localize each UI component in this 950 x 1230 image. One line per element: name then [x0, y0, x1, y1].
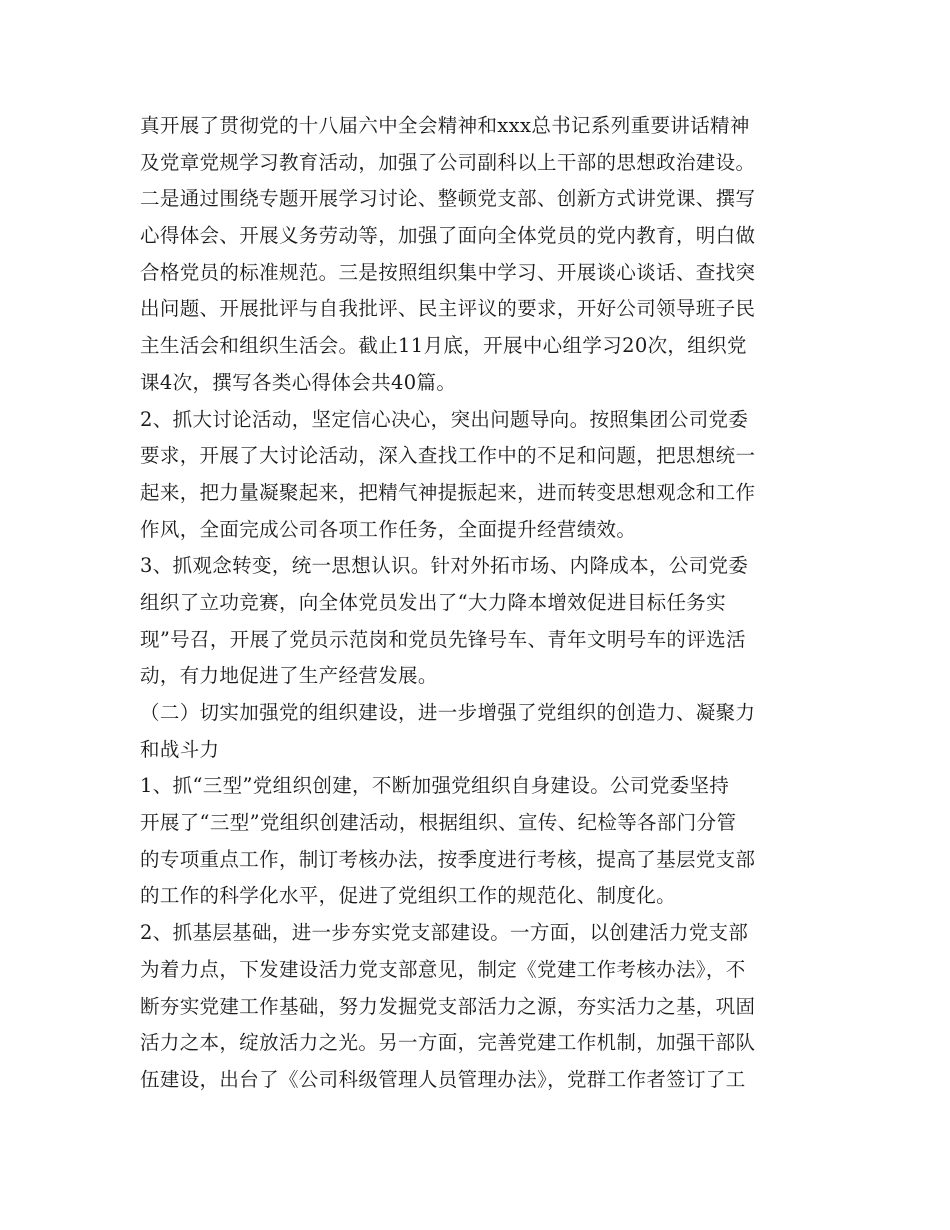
text-line: 作风，全面完成公司各项工作任务，全面提升经营绩效。: [140, 517, 637, 541]
section-heading-line: （二）切实加强党的组织建设，进一步增强了党组织的创造力、凝聚力: [140, 701, 756, 724]
text-line: 现”号召，开展了党员示范岗和党员先锋号车、青年文明号车的评选活: [140, 627, 746, 651]
text-line: 3、抓观念转变，统一思想认识。针对外拓市场、内降成本，公司党委: [140, 554, 749, 578]
text-line: 合格党员的标准规范。三是按照组织集中学习、开展谈心谈话、查找突: [140, 260, 756, 284]
text-line: 及党章党规学习教育活动，加强了公司副科以上干部的思想政治建设。: [140, 150, 756, 174]
text-line: 1、抓“三型”党组织创建，不断加强党组织自身建设。公司党委坚持: [140, 774, 730, 798]
text-line: 二是通过围绕专题开展学习讨论、整顿党支部、创新方式讲党课、撰写: [140, 187, 756, 211]
text-line: 的专项重点工作，制订考核办法，按季度进行考核，提高了基层党支部: [140, 847, 756, 871]
text-line: 真开展了贯彻党的十八届六中全会精神和xxx总书记系列重要讲话精神: [140, 114, 750, 137]
text-line: 开展了“三型”党组织创建活动，根据组织、宣传、纪检等各部门分管: [140, 811, 737, 835]
text-line: 心得体会、开展义务劳动等，加强了面向全体党员的党内教育，明白做: [140, 224, 756, 248]
text-line: 的工作的科学化水平，促进了党组织工作的规范化、制度化。: [140, 884, 676, 908]
text-line: 课4次，撰写各类心得体会共40篇。: [140, 370, 457, 394]
text-line: 要求，开展了大讨论活动，深入查找工作中的不足和问题，把思想统一: [140, 444, 756, 468]
text-line: 起来，把力量凝聚起来，把精气神提振起来，进而转变思想观念和工作: [140, 480, 756, 504]
text-line: 2、抓大讨论活动，坚定信心决心，突出问题导向。按照集团公司党委: [140, 407, 749, 431]
section-heading-line: 和战斗力: [140, 737, 220, 761]
document-body: [140, 108, 820, 1099]
text-line: 动，有力地促进了生产经营发展。: [140, 664, 438, 688]
text-line: 伍建设，出台了《公司科级管理人员管理办法》，党群工作者签订了工: [140, 1067, 746, 1091]
text-line: 2、抓基层基础，进一步夯实党支部建设。一方面，以创建活力党支部: [140, 921, 749, 945]
text-line: 主生活会和组织生活会。截止11月底，开展中心组学习20次，组织党: [140, 334, 747, 358]
text-line: 断夯实党建工作基础，努力发掘党支部活力之源，夯实活力之基，巩固: [140, 994, 756, 1018]
text-line: 活力之本，绽放活力之光。另一方面，完善党建工作机制，加强干部队: [140, 1031, 756, 1055]
text-line: 出问题、开展批评与自我批评、民主评议的要求，开好公司领导班子民: [140, 297, 756, 321]
text-line: 组织了立功竞赛，向全体党员发出了“大力降本增效促进目标任务实: [140, 590, 726, 614]
text-line: 为着力点，下发建设活力党支部意见，制定《党建工作考核办法》，不: [140, 957, 746, 981]
